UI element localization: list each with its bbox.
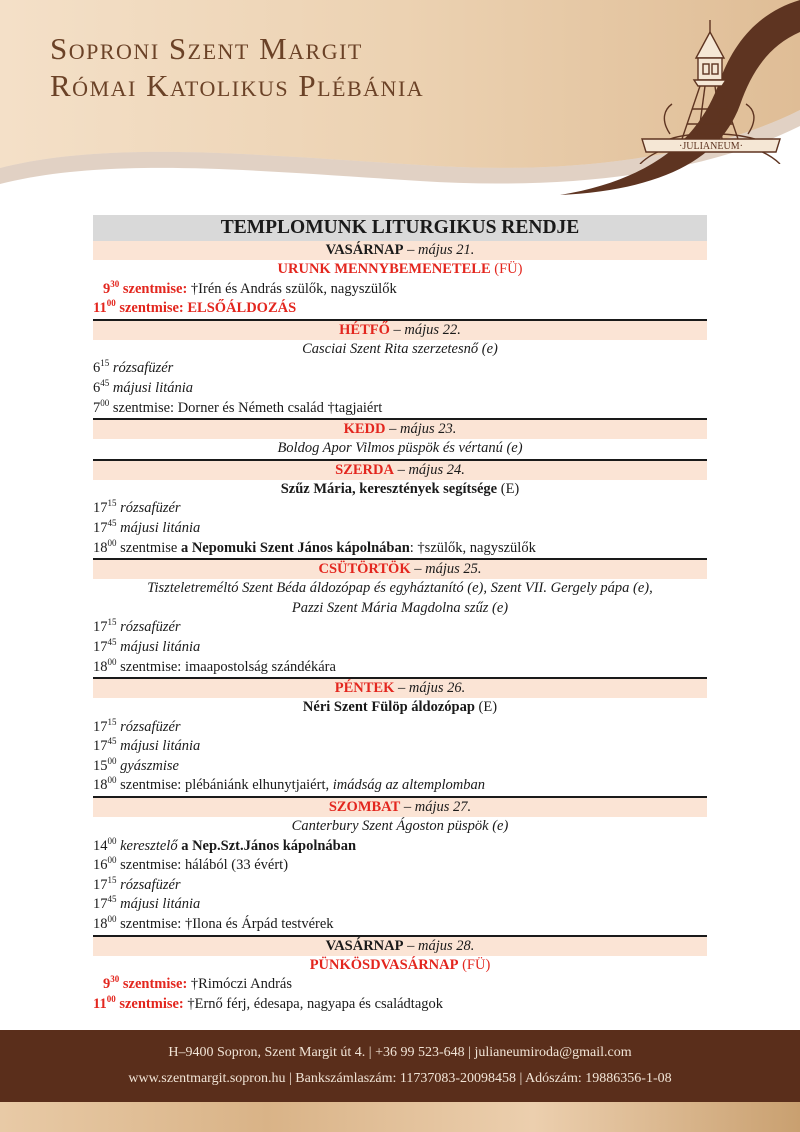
- parish-title: [50, 30, 424, 104]
- day-name: PÉNTEK: [334, 680, 395, 697]
- footer-contact-line: H–9400 Sopron, Szent Margit út 4. | +36 99 523-648 | julianeumiroda@gmail.com: [168, 1045, 632, 1060]
- event-entry: $16^{00}$ szentmise: hálából (33 évért): [93, 855, 289, 874]
- day-name: VASÁRNAP: [325, 937, 404, 954]
- day-header-friday: [93, 677, 707, 698]
- day-name: CSÜTÖRTÖK: [318, 561, 411, 578]
- feast-rank: (FÜ): [490, 261, 523, 277]
- parish-title-line1: Soproni Szent Margit: [50, 31, 363, 66]
- event-entry: $17^{15}$ rózsafüzér: [93, 716, 181, 735]
- day-name: SZERDA: [335, 461, 394, 478]
- event-entry: $17^{15}$ rózsafüzér: [93, 617, 181, 636]
- saint-of-day: Tiszteletreméltó Szent Béda áldozópap és egyháztanító (e), Szent VII. Gergely pápa (e),: [147, 580, 653, 597]
- mass-label: szentmise:: [119, 280, 188, 297]
- event-entry: $17^{45}$ májusi litánia: [93, 517, 201, 536]
- footer-bottom-band: [0, 1102, 800, 1132]
- saint-of-day: Canterbury Szent Ágoston püspök (e): [291, 818, 509, 835]
- saint-of-day: Pazzi Szent Mária Magdolna szűz (e): [291, 599, 509, 616]
- day-date: – május 21.: [403, 242, 475, 258]
- saint-of-day: Casciai Szent Rita szerzetesnő (e): [302, 340, 498, 357]
- event-entry: $6^{15}$ rózsafüzér: [93, 358, 174, 377]
- mass-time: $9^{30}$: [103, 278, 120, 297]
- footer-info-line: www.szentmargit.sopron.hu | Bankszámlaszám: 11737083-20098458 | Adószám: 19886356-1-08: [128, 1071, 672, 1086]
- mass-intention: †Irén és András szülők, nagyszülők: [187, 280, 397, 297]
- mass-label: szentmise:: [115, 300, 184, 317]
- feast-name: URUNK MENNYBEMENETELE: [277, 261, 491, 277]
- saint-of-day: Boldog Apor Vilmos püspök és vértanú (e): [277, 440, 523, 457]
- day-date: – május 26.: [394, 680, 466, 697]
- mass-entry: $9^{30}$ szentmise: †Rimóczi András: [103, 974, 293, 993]
- logo-text: ·JULIANEUM·: [679, 141, 743, 152]
- event-entry: $18^{00}$ szentmise: plébániánk elhunytjaiért, imádság az altemplomban: [93, 775, 485, 794]
- event-entry: $17^{45}$ májusi litánia: [93, 636, 201, 655]
- day-name: SZOMBAT: [328, 799, 401, 816]
- event-entry: $15^{00}$ gyászmise: [93, 755, 179, 774]
- footer: [0, 1030, 800, 1102]
- day-header-tuesday: [93, 418, 707, 439]
- day-date: – május 22.: [389, 321, 461, 338]
- event-entry: $7^{00}$ szentmise: Dorner és Németh család †tagjaiért: [93, 397, 383, 416]
- day-date: – május 25.: [410, 561, 482, 578]
- day-name: HÉTFŐ: [339, 321, 390, 338]
- event-entry: $18^{00}$ szentmise a Nepomuki Szent János kápolnában: †szülők, nagyszülők: [93, 537, 536, 556]
- day-name: KEDD: [343, 421, 386, 438]
- day-header-sunday-21: [93, 241, 707, 260]
- day-header-monday: [93, 319, 707, 340]
- event-entry: $17^{15}$ rózsafüzér: [93, 498, 181, 517]
- julianeum-logo: [630, 14, 790, 164]
- event-entry: $17^{45}$ májusi litánia: [93, 894, 201, 913]
- day-header-saturday: [93, 796, 707, 817]
- mass-time: $11^{00}$: [93, 298, 116, 317]
- day-date: – május 27.: [400, 799, 472, 816]
- mass-entry: [93, 280, 707, 300]
- feast-title: [93, 260, 707, 280]
- day-header-wednesday: [93, 459, 707, 480]
- liturgy-schedule: [93, 215, 707, 1014]
- event-entry: $6^{45}$ májusi litánia: [93, 377, 194, 396]
- event-entry: $18^{00}$ szentmise: imaapostolság szándékára: [93, 656, 336, 675]
- schedule-title: TEMPLOMUNK LITURGIKUS RENDJE: [93, 215, 707, 241]
- feast-title: PÜNKÖSDVASÁRNAP (FÜ): [309, 956, 491, 973]
- parish-title-line2: Római Katolikus Plébánia: [50, 68, 425, 103]
- saint-of-day: Szűz Mária, keresztények segítsége (E): [280, 480, 520, 497]
- event-entry: $17^{15}$ rózsafüzér: [93, 874, 181, 893]
- day-date: – május 24.: [393, 461, 465, 478]
- saint-of-day: Néri Szent Fülöp áldozópap (E): [302, 699, 498, 716]
- day-date: – május 28.: [403, 937, 475, 954]
- event-entry: $17^{45}$ májusi litánia: [93, 736, 201, 755]
- day-name: VASÁRNAP: [325, 242, 404, 258]
- day-header-thursday: [93, 558, 707, 579]
- mass-entry: $11^{00}$ szentmise: †Ernő férj, édesapa, nagyapa és családtagok: [93, 993, 444, 1012]
- event-entry: $18^{00}$ szentmise: †Ilona és Árpád testvérek: [93, 914, 334, 933]
- day-date: – május 23.: [385, 421, 457, 438]
- day-header-sunday-28: [93, 935, 707, 956]
- mass-entry: [93, 299, 707, 319]
- event-entry: $14^{00}$ keresztelő a Nep.Szt.János kápolnában: [93, 835, 357, 854]
- mass-intention: ELSŐÁLDOZÁS: [183, 300, 297, 317]
